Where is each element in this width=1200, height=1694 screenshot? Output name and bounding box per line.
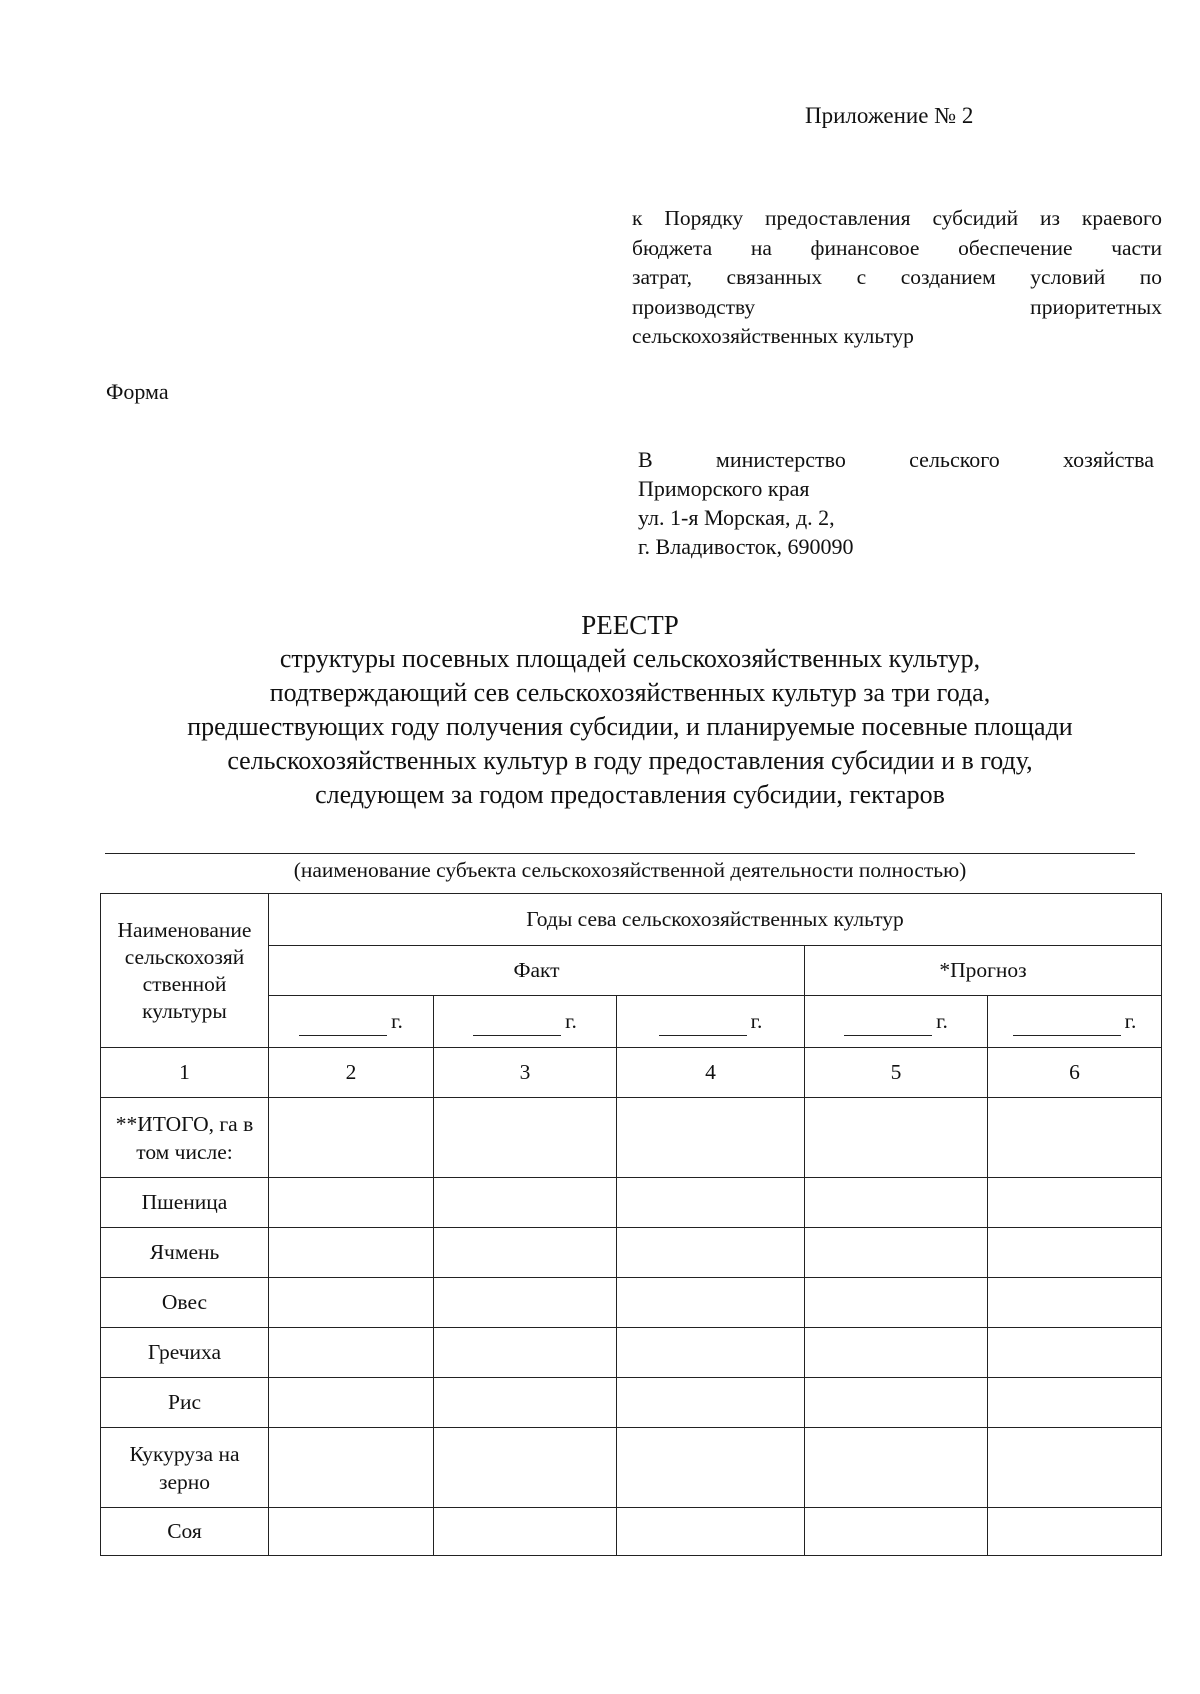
column-number: 3	[434, 1048, 617, 1098]
addressee-line: В министерство сельского хозяйства	[638, 447, 1154, 472]
data-cell[interactable]	[988, 1178, 1162, 1228]
crop-name: Ячмень	[101, 1228, 269, 1278]
data-cell[interactable]	[988, 1378, 1162, 1428]
data-cell[interactable]	[617, 1228, 805, 1278]
years-header: Годы сева сельскохозяйственных культур	[269, 894, 1162, 946]
year-cell[interactable]	[434, 996, 617, 1048]
data-cell[interactable]	[269, 1228, 434, 1278]
data-cell[interactable]	[805, 1228, 988, 1278]
data-cell[interactable]	[269, 1508, 434, 1556]
data-cell[interactable]	[805, 1178, 988, 1228]
data-cell[interactable]	[988, 1328, 1162, 1378]
data-cell[interactable]	[617, 1428, 805, 1508]
title-line: предшествующих году получения субсидии, и планируемые посевные площади	[187, 712, 1073, 741]
column-number: 2	[269, 1048, 434, 1098]
addressee-line: г. Владивосток, 690090	[638, 534, 854, 559]
data-cell[interactable]	[805, 1098, 988, 1178]
year-suffix: г.	[1124, 1009, 1137, 1033]
year-cell[interactable]	[269, 996, 434, 1048]
data-cell[interactable]	[434, 1428, 617, 1508]
data-cell[interactable]	[988, 1228, 1162, 1278]
title-line: сельскохозяйственных культур в году предоставления субсидии и в году,	[227, 746, 1033, 775]
appendix-line: сельскохозяйственных культур	[632, 324, 914, 348]
title-main: РЕЕСТР	[581, 610, 679, 640]
data-cell[interactable]	[269, 1178, 434, 1228]
data-cell[interactable]	[988, 1278, 1162, 1328]
data-cell[interactable]	[805, 1278, 988, 1328]
data-cell[interactable]	[805, 1328, 988, 1378]
data-cell[interactable]	[805, 1508, 988, 1556]
data-cell[interactable]	[617, 1178, 805, 1228]
data-cell[interactable]	[617, 1278, 805, 1328]
title-line: структуры посевных площадей сельскохозяйственных культур,	[279, 644, 981, 673]
registry-table	[100, 893, 1162, 1556]
crop-name: Кукуруза на зерно	[101, 1428, 269, 1508]
table-row	[101, 1178, 1162, 1228]
appendix-line: затрат, связанных с созданием условий по	[632, 265, 1162, 289]
data-cell[interactable]	[434, 1278, 617, 1328]
data-cell[interactable]	[988, 1098, 1162, 1178]
table-row	[101, 1278, 1162, 1328]
crop-name: Гречиха	[101, 1328, 269, 1378]
year-cell[interactable]	[805, 996, 988, 1048]
column-number: 4	[617, 1048, 805, 1098]
column-number: 6	[988, 1048, 1162, 1098]
form-label: Форма	[106, 379, 169, 404]
addressee-line: ул. 1-я Морская, д. 2,	[638, 505, 835, 530]
data-cell[interactable]	[269, 1328, 434, 1378]
title-line: подтверждающий сев сельскохозяйственных культур за три года,	[269, 678, 991, 707]
data-cell[interactable]	[805, 1378, 988, 1428]
appendix-line: производству приоритетных	[632, 294, 1162, 319]
addressee-line: Приморского края	[638, 476, 810, 501]
data-cell[interactable]	[617, 1098, 805, 1178]
crop-name-header: Наименование сельскохозяй ственной культуры	[101, 894, 269, 1048]
forecast-header: *Прогноз	[805, 946, 1162, 996]
year-suffix: г.	[750, 1009, 763, 1033]
data-cell[interactable]	[269, 1278, 434, 1328]
data-cell[interactable]	[988, 1428, 1162, 1508]
table-row	[101, 1508, 1162, 1556]
year-cell[interactable]	[617, 996, 805, 1048]
appendix-line: к Порядку предоставления субсидий из краевого	[632, 206, 1162, 230]
year-suffix: г.	[936, 1009, 948, 1033]
year-suffix: г.	[565, 1009, 577, 1033]
data-cell[interactable]	[617, 1328, 805, 1378]
data-cell[interactable]	[434, 1378, 617, 1428]
data-cell[interactable]	[434, 1328, 617, 1378]
data-cell[interactable]	[269, 1428, 434, 1508]
data-cell[interactable]	[269, 1378, 434, 1428]
data-cell[interactable]	[434, 1228, 617, 1278]
year-cell[interactable]	[988, 996, 1162, 1048]
appendix-reference	[632, 204, 1162, 352]
document-title	[100, 608, 1160, 812]
data-cell[interactable]	[434, 1098, 617, 1178]
table-row	[101, 1328, 1162, 1378]
data-cell[interactable]	[434, 1178, 617, 1228]
appendix-line: бюджета на финансовое обеспечение части	[632, 235, 1162, 260]
column-number: 1	[101, 1048, 269, 1098]
data-cell[interactable]	[434, 1508, 617, 1556]
addressee-block	[638, 445, 1154, 561]
data-cell[interactable]	[269, 1098, 434, 1178]
data-cell[interactable]	[617, 1508, 805, 1556]
table-row	[101, 1228, 1162, 1278]
subject-name-field[interactable]	[105, 853, 1135, 854]
crop-name: **ИТОГО, га в том числе:	[101, 1098, 269, 1178]
data-cell[interactable]	[617, 1378, 805, 1428]
subject-caption: (наименование субъекта сельскохозяйственной деятельности полностью)	[293, 858, 967, 882]
data-cell[interactable]	[988, 1508, 1162, 1556]
crop-name: Рис	[101, 1378, 269, 1428]
appendix-number: Приложение № 2	[805, 103, 974, 128]
column-number: 5	[805, 1048, 988, 1098]
table-row	[101, 1428, 1162, 1508]
fact-header: Факт	[269, 946, 805, 996]
table-row	[101, 1098, 1162, 1178]
table-row	[101, 1378, 1162, 1428]
crop-name: Соя	[101, 1508, 269, 1556]
crop-name: Овес	[101, 1278, 269, 1328]
data-cell[interactable]	[805, 1428, 988, 1508]
year-suffix: г.	[391, 1009, 403, 1033]
crop-name: Пшеница	[101, 1178, 269, 1228]
title-line: следующем за годом предоставления субсидии, гектаров	[315, 780, 945, 809]
